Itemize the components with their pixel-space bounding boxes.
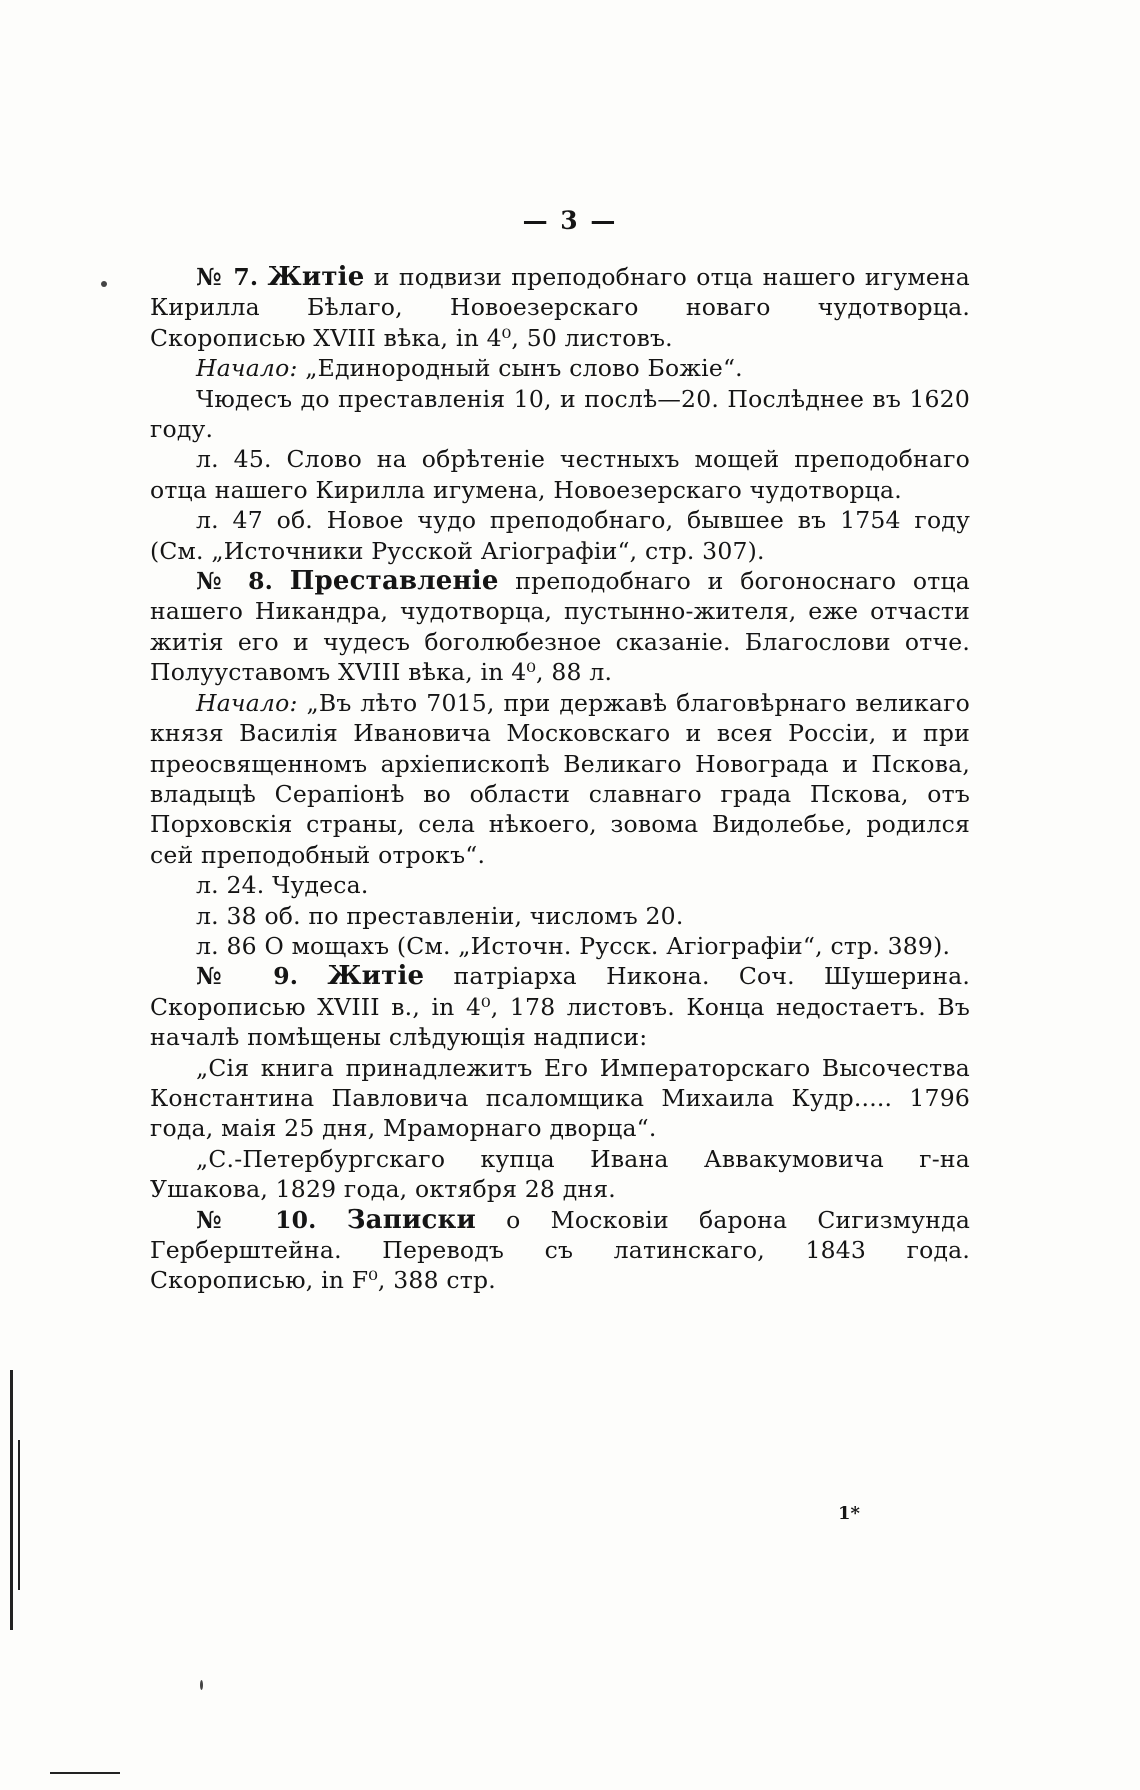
entry-text: и подвизи преподобнаго отца нашего игумена Кирилла Бѣлаго, Новоезерскаго новаго чудотворца. Скорописью XVIII вѣка, in 4⁰, 50 листовъ. xyxy=(150,263,970,352)
entry-7-incipit xyxy=(150,353,970,383)
entry-text: о Московiи барона Сигизмунда Герберштейна. Переводъ съ латинскаго, 1843 года. Скорописью, in F⁰, 388 стр. xyxy=(150,1205,971,1295)
entry-10 xyxy=(150,1205,970,1296)
incipit-label: Начало: xyxy=(196,688,298,717)
scan-edge-mark xyxy=(50,1772,120,1774)
scan-speck xyxy=(200,1680,203,1690)
entry-number: № 8. xyxy=(196,567,274,596)
entry-heading: Житiе xyxy=(267,262,365,292)
entry-8-leaf-86: л. 86 О мощахъ (См. „Источн. Русск. Агiографiи“, стр. 389). xyxy=(196,931,951,960)
entry-9-inscription-2: „С.-Петербургскаго купца Ивана Аввакумовича г-на Ушакова, 1829 года, октября 28 дня. xyxy=(150,1144,970,1204)
entry-7-leaf-45: л. 45. Слово на обрѣтенiе честныхъ мощей преподобнаго отца нашего Кирилла игумена, Новоезерскаго чудотворца. xyxy=(150,445,970,504)
entry-text: патрiарха Никона. Соч. Шушерина. Скорописью XVIII в., in 4⁰, 178 листовъ. Конца недостаетъ. Въ началѣ помѣщены слѣдующiя надписи: xyxy=(150,962,971,1052)
entry-text: преподобнаго и богоноснаго отца нашего Никандра, чудотворца, пустынно-жителя, еже отчасти житiя его и чудесъ боголюбезное сказанiе. Благослови отче. Полууставомъ XVIII вѣка, in 4⁰, 88 л. xyxy=(150,567,970,687)
entry-heading: Житiе xyxy=(327,961,425,992)
scan-edge-mark xyxy=(10,1370,13,1630)
scan-speck xyxy=(101,281,107,287)
catalog-text xyxy=(150,262,970,1296)
printer-signature-mark: 1* xyxy=(838,1503,860,1524)
entry-9-inscription-1: „Сiя книга принадлежитъ Его Императорскаго Высочества Константина Павловича псаломщика Михаила Кудр..... 1796 года, маiя 25 дня, Мраморнаго дворца“. xyxy=(150,1053,970,1143)
incipit-text: „Единородный сынъ слово Божiе“. xyxy=(305,354,743,383)
entry-number: № 10. xyxy=(196,1205,317,1234)
entry-8 xyxy=(150,566,970,688)
entry-heading: Записки xyxy=(346,1204,476,1235)
entry-number: № 9. xyxy=(196,962,299,991)
scan-edge-mark xyxy=(18,1440,20,1590)
page-number: — 3 — xyxy=(522,206,618,235)
entry-7-leaf-47: л. 47 об. Новое чудо преподобнаго, бывшее въ 1754 году (См. „Источники Русской Агiографiи“, стр. 307). xyxy=(150,506,970,565)
entry-8-leaf-24: л. 24. Чудеса. xyxy=(196,871,369,900)
incipit-label: Начало: xyxy=(196,354,298,383)
incipit-text: „Въ лѣто 7015, при державѣ благовѣрнаго великаго князя Василiя Ивановича Московскаго и всея Россiи, и при преосвященномъ архiепископѣ Великаго Новограда и Пскова, владыцѣ Серапiонѣ во области славнаго града Пскова, отъ Порховскiя страны, села нѣкоего, зовома Видолебье, родился сей преподобный отрокъ“. xyxy=(150,688,971,869)
entry-heading: Преставленiе xyxy=(289,566,499,597)
entry-number: № 7. xyxy=(196,263,259,291)
entry-7-note: Чюдесъ до преставленiя 10, и послѣ—20. Послѣднее въ 1620 году. xyxy=(150,384,970,444)
entry-7 xyxy=(150,262,970,353)
entry-8-leaf-38: л. 38 об. по преставленiи, числомъ 20. xyxy=(196,901,684,930)
entry-8-incipit xyxy=(150,688,970,870)
entry-9 xyxy=(150,961,970,1052)
